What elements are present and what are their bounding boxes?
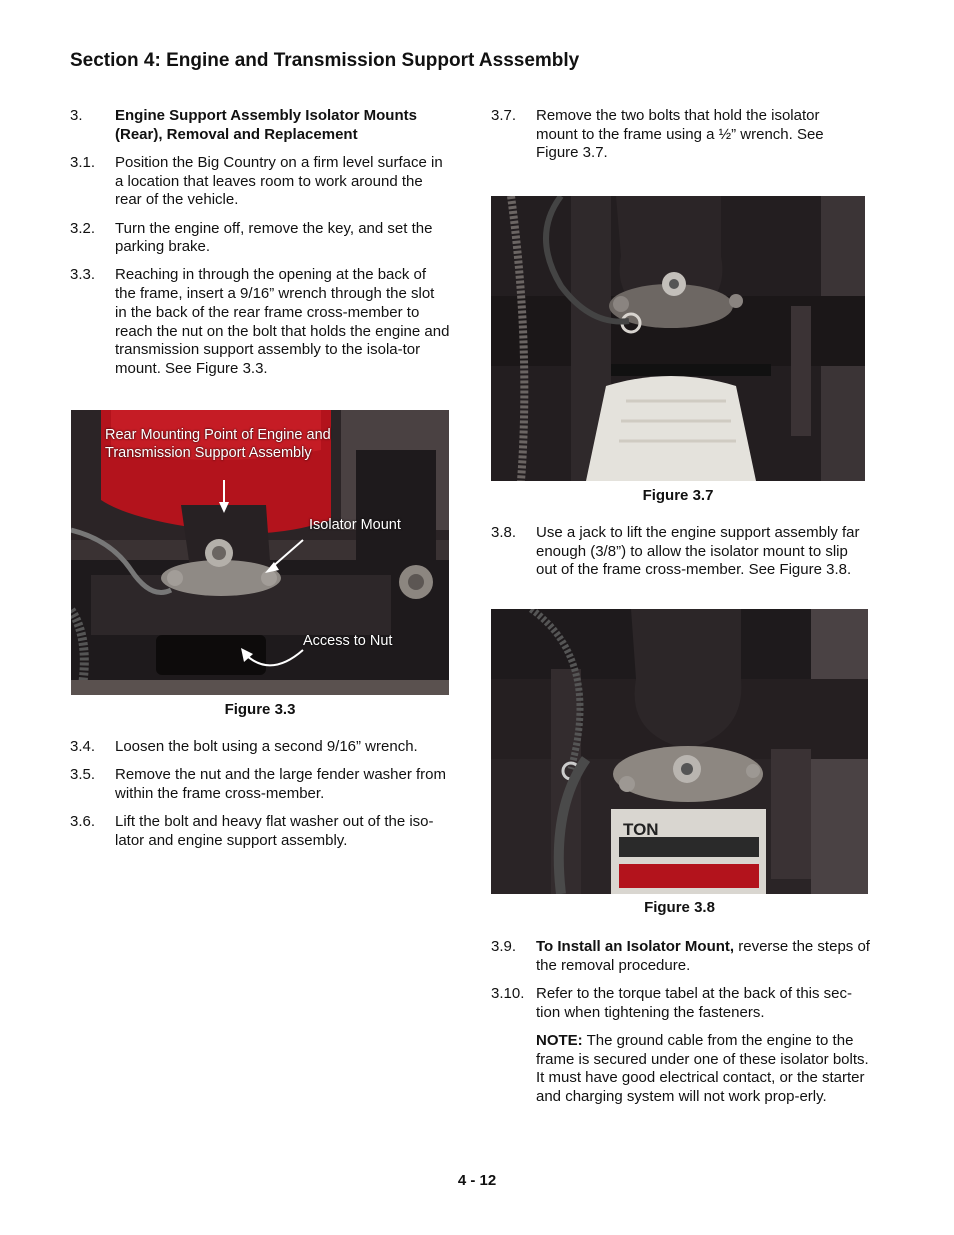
left-column-top [70, 107, 450, 388]
step-number: 3.5. [70, 766, 96, 784]
figure-3-3-caption: Figure 3.3 [224, 701, 296, 718]
step-3 [70, 107, 450, 144]
step-text: Lift the bolt and heavy flat washer out of the iso-lator and engine support assembly. [115, 813, 434, 849]
step-3-4 [70, 738, 450, 757]
left-column-bottom [70, 738, 450, 860]
step-text: Engine Support Assembly Isolator Mounts (Rear), Removal and Replacement [115, 107, 417, 143]
label-rear-mounting-point: Rear Mounting Point of Engine and Transmission Support Assembly [105, 427, 331, 461]
step-text [536, 938, 870, 974]
label-access-to-nut: Access to Nut [303, 633, 393, 649]
note [491, 1032, 871, 1107]
step-number: 3.3. [70, 266, 96, 284]
step-number: 3. [70, 107, 83, 124]
step-text: Turn the engine off, remove the key, and set the parking brake. [115, 219, 433, 256]
step-number: 3.1. [70, 153, 96, 171]
step-text: Use a jack to lift the engine support assembly far enough (3/8”) to allow the isolator mount to slip out of the frame cross-member. See Figure 3.8. [536, 524, 860, 579]
step-number: 3.8. [491, 524, 517, 541]
step-3-5 [70, 766, 450, 803]
note-label: NOTE: [536, 1031, 583, 1049]
step-text: Refer to the torque tabel at the back of this sec-tion when tightening the fasteners. [536, 984, 853, 1021]
figure-3-8-photo [491, 609, 868, 894]
step-rest: reverse the steps of the removal procedure. [536, 938, 870, 974]
step-number: 3.4. [70, 738, 96, 755]
step-3-8 [491, 524, 871, 580]
figure-3-3-photo [71, 410, 449, 695]
step-text: Position the Big Country on a firm level surface in a location that leaves room to work around the rear of the vehicle. [115, 153, 443, 209]
step-lead: To Install an Isolator Mount, [536, 938, 735, 955]
step-3-2 [70, 220, 450, 257]
page-number: 4 - 12 [457, 1172, 497, 1189]
step-number: 3.7. [491, 107, 517, 124]
step-3-7 [491, 107, 871, 163]
note-text: The ground cable from the engine to the frame is secured under one of these isolator bolts. It must have good electrical contact, or the starter and charging system will not work prop-erly. [536, 1031, 869, 1105]
right-column-bottom [491, 938, 871, 1107]
figure-3-8-caption: Figure 3.8 [644, 899, 715, 916]
step-text: Remove the nut and the large fender washer from within the frame cross-member. [115, 766, 447, 802]
step-number: 3.2. [70, 219, 96, 237]
step-3-6 [70, 813, 450, 850]
step-3-1 [70, 154, 450, 210]
step-number: 3.10. [491, 984, 525, 1002]
step-text: Reaching in through the opening at the back of the frame, insert a 9/16” wrench through the slot in the back of the rear frame cross-member to reach the nut on the bolt that holds the engine and transmission support assembly to the isola-tor mount. See Figure 3.3. [115, 266, 450, 377]
label-isolator-mount: Isolator Mount [309, 517, 401, 533]
right-column-middle [491, 524, 871, 590]
jack-lift-photo [491, 609, 868, 894]
step-number: 3.9. [491, 938, 517, 955]
isolator-mount-photo [491, 196, 865, 481]
step-3-3 [70, 266, 450, 378]
page-title: Section 4: Engine and Transmission Support Asssembly [70, 50, 580, 71]
figure-3-7-photo [491, 196, 865, 481]
step-text: Remove the two bolts that hold the isolator mount to the frame using a ½” wrench. See Figure 3.7. [536, 107, 824, 162]
step-number: 3.6. [70, 813, 96, 831]
step-3-9 [491, 938, 871, 975]
right-column-top [491, 107, 871, 173]
step-text: Loosen the bolt using a second 9/16” wrench. [115, 738, 418, 755]
jack-brand-label: TON [623, 820, 659, 839]
figure-3-7-caption: Figure 3.7 [642, 487, 714, 504]
step-3-10 [491, 985, 871, 1022]
